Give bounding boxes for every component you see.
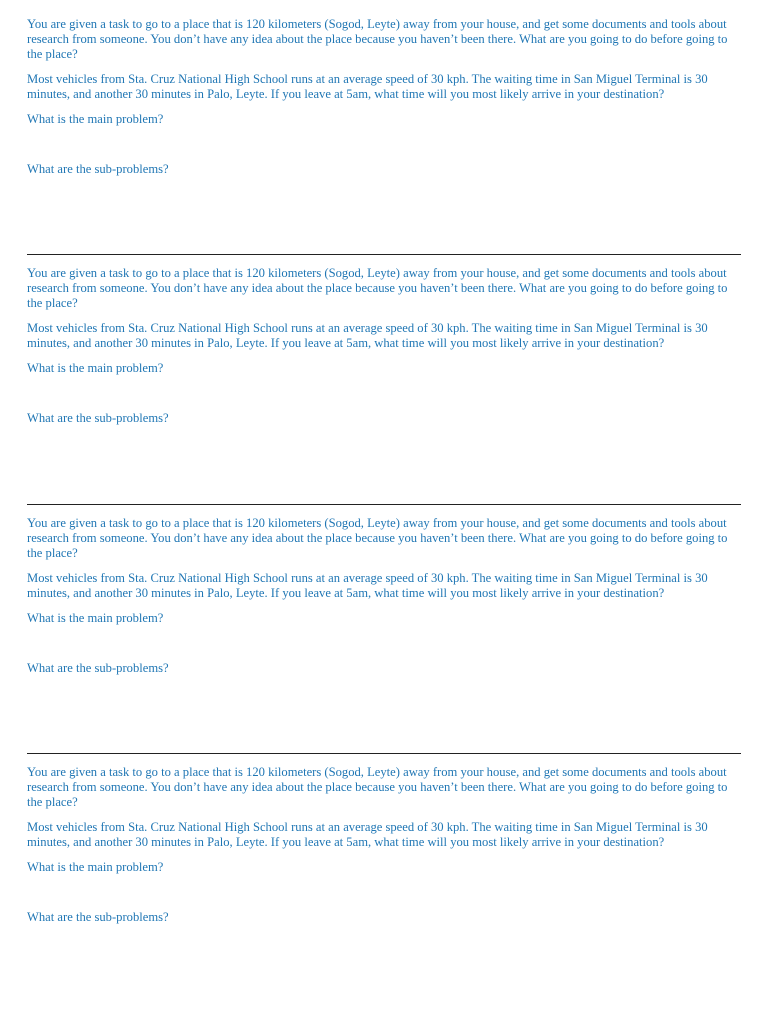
sub-problems-question: What are the sub-problems? [27, 910, 169, 924]
travel-paragraph: Most vehicles from Sta. Cruz National High School runs at an average speed of 30 kph. The waiting time in San Miguel Terminal is 30 minutes, and another 30 minutes in Palo, Leyte. If you leave at 5am, what time will you most likely arrive in your destination? [27, 820, 708, 849]
section-divider [27, 753, 741, 754]
problem-section-3 [27, 516, 741, 676]
task-paragraph: You are given a task to go to a place that is 120 kilometers (Sogod, Leyte) away from your house, and get some documents and tools about research from someone. You don’t have any idea about the place because you haven’t been there. What are you going to do before going to the place? [27, 266, 728, 310]
problem-section-4 [27, 765, 741, 925]
sub-problems-question: What are the sub-problems? [27, 411, 169, 425]
travel-paragraph: Most vehicles from Sta. Cruz National High School runs at an average speed of 30 kph. The waiting time in San Miguel Terminal is 30 minutes, and another 30 minutes in Palo, Leyte. If you leave at 5am, what time will you most likely arrive in your destination? [27, 571, 708, 600]
problem-section-2 [27, 266, 741, 426]
task-paragraph: You are given a task to go to a place that is 120 kilometers (Sogod, Leyte) away from your house, and get some documents and tools about research from someone. You don’t have any idea about the place because you haven’t been there. What are you going to do before going to the place? [27, 17, 728, 61]
travel-paragraph: Most vehicles from Sta. Cruz National High School runs at an average speed of 30 kph. The waiting time in San Miguel Terminal is 30 minutes, and another 30 minutes in Palo, Leyte. If you leave at 5am, what time will you most likely arrive in your destination? [27, 72, 708, 101]
task-paragraph: You are given a task to go to a place that is 120 kilometers (Sogod, Leyte) away from your house, and get some documents and tools about research from someone. You don’t have any idea about the place because you haven’t been there. What are you going to do before going to the place? [27, 765, 728, 809]
main-problem-question: What is the main problem? [27, 860, 164, 874]
section-divider [27, 504, 741, 505]
travel-paragraph: Most vehicles from Sta. Cruz National High School runs at an average speed of 30 kph. The waiting time in San Miguel Terminal is 30 minutes, and another 30 minutes in Palo, Leyte. If you leave at 5am, what time will you most likely arrive in your destination? [27, 321, 708, 350]
main-problem-question: What is the main problem? [27, 112, 164, 126]
main-problem-question: What is the main problem? [27, 611, 164, 625]
problem-section-1 [27, 17, 741, 177]
sub-problems-question: What are the sub-problems? [27, 162, 169, 176]
section-divider [27, 254, 741, 255]
sub-problems-question: What are the sub-problems? [27, 661, 169, 675]
task-paragraph: You are given a task to go to a place that is 120 kilometers (Sogod, Leyte) away from your house, and get some documents and tools about research from someone. You don’t have any idea about the place because you haven’t been there. What are you going to do before going to the place? [27, 516, 728, 560]
main-problem-question: What is the main problem? [27, 361, 164, 375]
